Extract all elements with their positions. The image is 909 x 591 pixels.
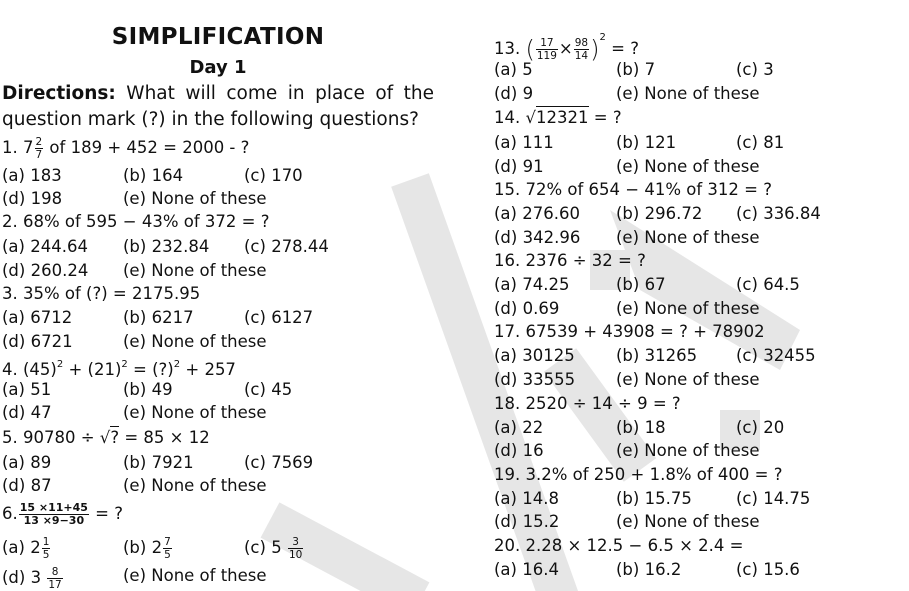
q13-pre: 13. — [494, 39, 521, 58]
q13-times: × — [558, 39, 573, 58]
q5-option-c: (c) 7569 — [244, 453, 314, 472]
question-13 — [494, 28, 639, 62]
q6-pre: 6. — [2, 504, 18, 523]
q13-exp: 2 — [599, 32, 606, 43]
q16-option-e: (e) None of these — [616, 299, 760, 318]
q13-option-c: (c) 3 — [736, 60, 774, 79]
q2-option-b: (b) 232.84 — [123, 237, 210, 256]
q18-option-c: (c) 20 — [736, 418, 785, 437]
q15-option-a: (a) 276.60 — [494, 204, 580, 223]
q14-option-b: (b) 121 — [616, 133, 677, 152]
q2-option-a: (a) 244.64 — [2, 237, 88, 256]
q1-option-a: (a) 183 — [2, 166, 62, 185]
q6-fraction — [19, 502, 89, 527]
q6-option-c — [244, 536, 304, 561]
q5-option-b: (b) 7921 — [123, 453, 194, 472]
q6-b-fraction — [163, 536, 172, 561]
q6-a-pre: (a) 2 — [2, 538, 41, 557]
q4-option-d: (d) 47 — [2, 403, 52, 422]
q6-c-den: 10 — [288, 549, 303, 561]
q1-fraction — [35, 136, 44, 161]
page-subtitle: Day 1 — [189, 57, 247, 78]
q1-pre: 1. 7 — [2, 138, 34, 157]
q15-option-d: (d) 342.96 — [494, 228, 581, 247]
q16-option-a: (a) 74.25 — [494, 275, 570, 294]
q6-c-pre: (c) 5 — [244, 538, 287, 557]
q15-option-c: (c) 336.84 — [736, 204, 821, 223]
q6-post: = ? — [89, 504, 124, 523]
q5-option-d: (d) 87 — [2, 476, 52, 495]
q14-option-a: (a) 111 — [494, 133, 554, 152]
q6-option-e: (e) None of these — [123, 566, 267, 585]
q13-option-d: (d) 9 — [494, 84, 534, 103]
q2-option-d: (d) 260.24 — [2, 261, 89, 280]
q1-option-c: (c) 170 — [244, 166, 303, 185]
q6-c-num: 3 — [288, 536, 303, 549]
q13-fraction-2 — [574, 37, 589, 62]
q20-option-c: (c) 15.6 — [736, 560, 800, 579]
q14-option-e: (e) None of these — [616, 157, 760, 176]
q14-option-c: (c) 81 — [736, 133, 785, 152]
directions — [2, 81, 434, 133]
q17-option-c: (c) 32455 — [736, 346, 816, 365]
q1-fraction-num: 2 — [35, 136, 43, 148]
q18-option-a: (a) 22 — [494, 418, 544, 437]
q6-fraction-num: 15 ×11+45 — [19, 501, 88, 514]
q13-close-paren: ) — [590, 35, 600, 64]
q17-option-a: (a) 30125 — [494, 346, 575, 365]
q2-option-c: (c) 278.44 — [244, 237, 329, 256]
q19-option-e: (e) None of these — [616, 512, 760, 531]
q20-option-a: (a) 16.4 — [494, 560, 559, 579]
question-16: 16. 2376 ÷ 32 = ? — [494, 251, 646, 270]
q5-post: = 85 × 12 — [119, 428, 210, 447]
q15-option-b: (b) 296.72 — [616, 204, 703, 223]
q19-option-a: (a) 14.8 — [494, 489, 559, 508]
q16-option-c: (c) 64.5 — [736, 275, 800, 294]
q6-a-num: 1 — [42, 536, 50, 548]
q13-f2-num: 98 — [574, 37, 589, 49]
q3-option-d: (d) 6721 — [2, 332, 73, 351]
question-15: 15. 72% of 654 − 41% of 312 = ? — [494, 180, 772, 199]
q6-option-a — [2, 536, 51, 561]
q4-part-3: = (?) — [127, 360, 174, 379]
q3-option-b: (b) 6217 — [123, 308, 194, 327]
q17-option-b: (b) 31265 — [616, 346, 698, 365]
q13-post: = ? — [605, 39, 639, 58]
q13-option-a: (a) 5 — [494, 60, 533, 79]
q6-b-pre: (b) 2 — [123, 538, 163, 557]
q15-option-e: (e) None of these — [616, 228, 760, 247]
q18-option-e: (e) None of these — [616, 441, 760, 460]
question-6 — [2, 502, 123, 527]
q18-option-b: (b) 18 — [616, 418, 666, 437]
q6-d-num: 8 — [47, 566, 62, 579]
q13-f2-den: 14 — [574, 50, 589, 62]
question-20: 20. 2.28 × 12.5 − 6.5 × 2.4 = — [494, 536, 744, 555]
q13-f1-num: 17 — [536, 37, 558, 50]
q4-option-e: (e) None of these — [123, 403, 267, 422]
q3-option-c: (c) 6127 — [244, 308, 314, 327]
q14-option-d: (d) 91 — [494, 157, 544, 176]
q6-d-fraction — [47, 566, 62, 591]
q4-part-4: + 257 — [180, 360, 236, 379]
q6-d-pre: (d) 3 — [2, 568, 47, 587]
q1-option-b: (b) 164 — [123, 166, 184, 185]
q6-b-num: 7 — [164, 536, 171, 548]
q3-option-a: (a) 6712 — [2, 308, 73, 327]
q4-part-2: + (21) — [63, 360, 122, 379]
q4-option-c: (c) 45 — [244, 380, 293, 399]
q14-pre: 14. √ — [494, 108, 536, 127]
q5-radicand: ? — [110, 428, 120, 447]
q6-option-b — [123, 536, 173, 561]
question-1 — [2, 136, 249, 161]
q13-option-b: (b) 7 — [616, 60, 656, 79]
q1-option-d: (d) 198 — [2, 189, 63, 208]
q5-option-e: (e) None of these — [123, 476, 267, 495]
q4-exp-1: 2 — [56, 359, 64, 370]
q18-option-d: (d) 16 — [494, 441, 544, 460]
question-19: 19. 3.2% of 250 + 1.8% of 400 = ? — [494, 465, 783, 484]
q13-fraction-1 — [536, 37, 558, 62]
q17-option-e: (e) None of these — [616, 370, 760, 389]
q5-option-a: (a) 89 — [2, 453, 52, 472]
question-18: 18. 2520 ÷ 14 ÷ 9 = ? — [494, 394, 681, 413]
q13-option-e: (e) None of these — [616, 84, 760, 103]
question-17: 17. 67539 + 43908 = ? + 78902 — [494, 322, 765, 341]
q19-option-c: (c) 14.75 — [736, 489, 811, 508]
q6-fraction-den: 13 ×9−30 — [23, 514, 85, 527]
q2-option-e: (e) None of these — [123, 261, 267, 280]
q13-f1-den: 119 — [536, 50, 557, 62]
q6-a-den: 5 — [42, 549, 50, 561]
q17-option-d: (d) 33555 — [494, 370, 576, 389]
question-2: 2. 68% of 595 − 43% of 372 = ? — [2, 212, 270, 231]
q1-fraction-den: 7 — [35, 149, 43, 161]
q1-option-e: (e) None of these — [123, 189, 267, 208]
q16-option-d: (d) 0.69 — [494, 299, 560, 318]
q6-b-den: 5 — [164, 549, 171, 561]
q5-pre: 5. 90780 ÷ √ — [2, 428, 111, 447]
q4-option-b: (b) 49 — [123, 380, 173, 399]
q6-a-fraction — [42, 536, 51, 561]
q16-option-b: (b) 67 — [616, 275, 666, 294]
question-3: 3. 35% of (?) = 2175.95 — [2, 284, 201, 303]
q20-option-b: (b) 16.2 — [616, 560, 682, 579]
q13-open-paren: ( — [525, 35, 535, 64]
q19-option-d: (d) 15.2 — [494, 512, 560, 531]
q4-exp-2: 2 — [121, 359, 128, 370]
question-14 — [494, 108, 622, 128]
q3-option-e: (e) None of these — [123, 332, 267, 351]
q1-post: of 189 + 452 = 2000 - ? — [44, 138, 250, 157]
q6-c-fraction — [288, 536, 303, 561]
directions-label: Directions: — [2, 83, 116, 104]
q4-exp-3: 2 — [173, 359, 181, 370]
q19-option-b: (b) 15.75 — [616, 489, 692, 508]
question-4 — [2, 355, 236, 380]
q4-part-1: 4. (45) — [2, 360, 57, 379]
question-5 — [2, 428, 210, 448]
page-title: SIMPLIFICATION — [111, 24, 325, 50]
q14-radicand: 12321 — [536, 108, 589, 127]
q4-option-a: (a) 51 — [2, 380, 52, 399]
q14-post: = ? — [588, 108, 622, 127]
q6-option-d — [2, 566, 64, 591]
directions-text: What will come in place of the question mark (?) in the following questions? — [2, 83, 434, 130]
q6-d-den: 17 — [48, 579, 62, 591]
